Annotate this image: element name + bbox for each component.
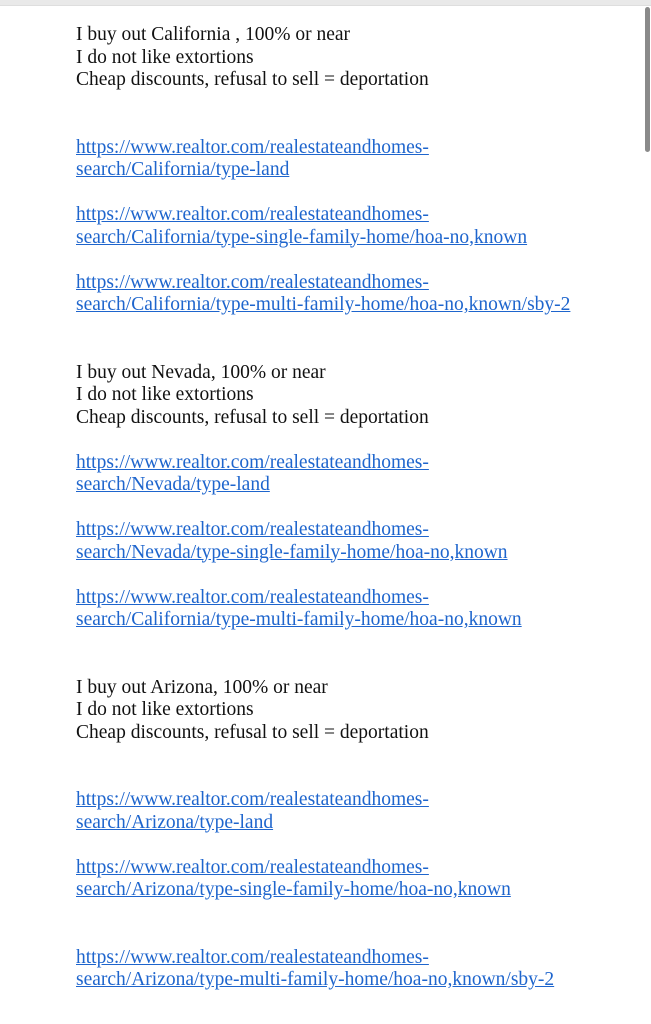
paragraph-line: I buy out Arizona, 100% or near — [76, 676, 328, 698]
paragraph-line: I do not like extortions — [76, 699, 254, 720]
paragraph-line: I buy out California , 100% or near — [76, 24, 351, 45]
realtor-link-arizona-land[interactable] — [76, 789, 626, 834]
link-line: search/California/type-land — [76, 159, 290, 180]
paragraph-line: I do not like extortions — [76, 384, 254, 405]
paragraph-line: I buy out Nevada, 100% or near — [76, 361, 326, 383]
realtor-link-arizona-single-family[interactable] — [76, 857, 626, 902]
realtor-link-california-multi-family-sby2[interactable] — [76, 272, 626, 317]
paragraph-line: Cheap discounts, refusal to sell = deportation — [76, 406, 429, 428]
california-paragraph — [76, 24, 626, 92]
vertical-scrollbar-thumb[interactable] — [645, 7, 650, 152]
realtor-link-nevada-single-family[interactable] — [76, 519, 626, 564]
link-line: search/California/type-multi-family-home/hoa-no,known — [76, 609, 522, 630]
link-line: https://www.realtor.com/realestateandhomes- — [76, 946, 429, 968]
realtor-link-california-single-family[interactable] — [76, 204, 626, 249]
arizona-paragraph — [76, 677, 626, 745]
paragraph-line: I do not like extortions — [76, 46, 254, 68]
realtor-link-nevada-land[interactable] — [76, 452, 626, 497]
link-line: https://www.realtor.com/realestateandhomes- — [76, 519, 429, 540]
link-line: https://www.realtor.com/realestateandhomes- — [76, 856, 429, 878]
paragraph-line: Cheap discounts, refusal to sell = deportation — [76, 721, 429, 743]
document-content — [76, 24, 626, 992]
link-line: https://www.realtor.com/realestateandhomes- — [76, 204, 429, 225]
link-line: https://www.realtor.com/realestateandhomes- — [76, 451, 429, 473]
link-line: search/Arizona/type-single-family-home/hoa-no,known — [76, 879, 511, 900]
link-line: https://www.realtor.com/realestateandhomes- — [76, 136, 429, 158]
link-line: search/Arizona/type-multi-family-home/hoa-no,known/sby-2 — [76, 969, 555, 990]
link-line: search/Nevada/type-single-family-home/hoa-no,known — [76, 541, 508, 563]
paragraph-line: Cheap discounts, refusal to sell = deportation — [76, 69, 429, 90]
realtor-link-arizona-multi-family-sby2[interactable] — [76, 947, 626, 992]
link-line: https://www.realtor.com/realestateandhomes- — [76, 586, 429, 608]
realtor-link-california-multi-family[interactable] — [76, 587, 626, 632]
link-line: search/Nevada/type-land — [76, 474, 270, 495]
nevada-paragraph — [76, 362, 626, 430]
realtor-link-california-land[interactable] — [76, 137, 626, 182]
link-line: search/California/type-multi-family-home/hoa-no,known/sby-2 — [76, 294, 571, 315]
link-line: https://www.realtor.com/realestateandhomes- — [76, 271, 429, 293]
link-line: search/California/type-single-family-home/hoa-no,known — [76, 226, 528, 248]
top-divider — [0, 0, 651, 6]
link-line: search/Arizona/type-land — [76, 811, 274, 833]
link-line: https://www.realtor.com/realestateandhomes- — [76, 789, 429, 810]
